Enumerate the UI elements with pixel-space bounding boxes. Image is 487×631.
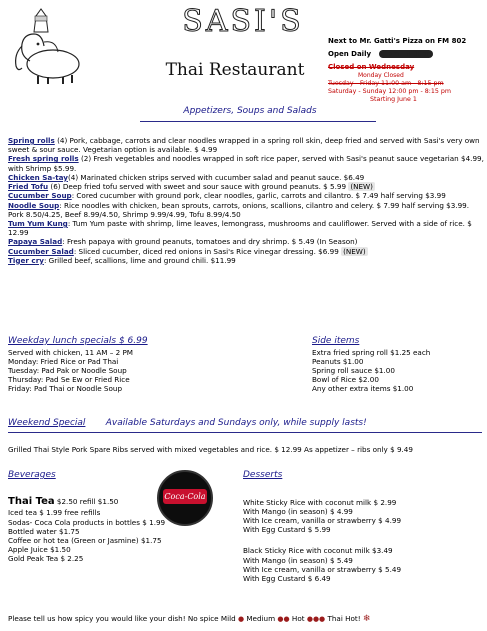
list-item: Friday: Pad Thai or Noodle Soup — [8, 384, 123, 394]
menu-item: Chicken Sa-tay(4) Marinated chicken strips served with cucumber salad and peanut sauce. $6.49 — [8, 172, 365, 182]
flame-icon: ❄ — [362, 614, 371, 624]
location-note: Next to Mr. Gatti's Pizza on FM 802 — [328, 37, 467, 45]
new-badge: (NEW) — [350, 182, 373, 192]
starting-date: Starting June 1 — [370, 95, 417, 103]
scribbled-hours: 11am - 8:30pm — [379, 49, 434, 58]
chili-icon: ● — [237, 615, 245, 623]
list-item: Peanuts $1.00 — [312, 356, 364, 366]
chili-icon: ●● — [277, 615, 290, 623]
weekday-hours-old: Tuesday - Friday 11:00 am - 8:15 pm — [328, 79, 444, 87]
weekend-special — [8, 418, 484, 454]
list-item: With Mango (in season) $ 4.99 — [243, 506, 353, 516]
side-items — [312, 336, 482, 394]
coca-cola-label: Coca-Cola — [163, 489, 207, 504]
menu-item: Noodle Soup: Rice noodles with chicken, bean sprouts, carrots, onions, scallions, cilantro and celery. $ 7.99 half serving $3.99. Pork 8.50/4.25, Beef 8.99/4.50, Shrimp 9.99/4.99, Tofu 8.99/4.50 — [8, 200, 470, 219]
list-item: Coffee or hot tea (Green or Jasmine) $1.75 — [8, 535, 162, 545]
lunch-specials — [8, 336, 268, 394]
spice-note: Please tell us how spicy you would like your dish! No spice Mild — [8, 614, 236, 623]
lunch-heading: Weekday lunch specials $ 6.99 — [8, 336, 148, 346]
restaurant-subtitle: Thai Restaurant — [165, 60, 305, 80]
open-daily-label: Open Daily — [328, 49, 372, 58]
list-item: Apple Juice $1.50 — [8, 545, 71, 555]
list-item: With Egg Custard $ 5.99 — [243, 525, 331, 535]
list-item: Thursday: Pad Se Ew or Fried Rice — [8, 375, 130, 385]
menu-item: Cucumber Salad: Sliced cucumber, diced red onions in Sasi's Rice vinegar dressing. $6.99 (NEW) — [8, 246, 366, 256]
menu-item: Fried Tofu (6) Deep fried tofu served with sweet and sour sauce with ground peanuts. $ 5.99 (NEW) — [8, 182, 373, 192]
desserts-heading: Desserts — [243, 470, 283, 480]
list-item: Sodas- Coca Cola products in bottles $ 1.99 — [8, 517, 166, 527]
list-item: Black Sticky Rice with coconut milk $3.49 — [243, 546, 393, 556]
list-item: Spring roll sauce $1.00 — [312, 365, 395, 375]
coca-cola-logo — [157, 470, 213, 526]
weekend-item: Grilled Thai Style Pork Spare Ribs served with mixed vegetables and rice. $ 12.99 As appetizer – ribs only $ 9.49 — [8, 444, 413, 454]
menu-item: Cucumber Soup: Cored cucumber with ground pork, clear noodles, garlic, carrots and cilantro. $ 7.49 half serving $3.99 — [8, 191, 446, 201]
weekend-note: Available Saturdays and Sundays only, while supply lasts! — [105, 418, 367, 428]
spice-hot: Hot — [291, 614, 305, 623]
elephant-logo — [8, 6, 90, 86]
monday-closed-note: Monday Closed — [358, 71, 404, 79]
menu-item: Tum Yum Kung: Tum Yum paste with shrimp, lime leaves, lemongrass, mushrooms and cauliflower. Served with a side of rice. $ 12.99 — [8, 218, 472, 238]
appetizers-heading: Appetizers, Soups and Salads — [183, 106, 317, 116]
closed-wednesday-note: Closed on Wednesday — [328, 62, 415, 71]
list-item: Iced tea $ 1.99 free refills — [8, 508, 101, 518]
menu-item: Tiger cry: Grilled beef, scallions, lime and ground chili. $11.99 — [8, 255, 236, 265]
side-heading: Side items — [312, 336, 360, 346]
chili-icon: ●●● — [306, 615, 326, 623]
menu-item: Spring rolls (4) Pork, cabbage, carrots and clear noodles wrapped in a spring roll skin, deep fried and served with Sasi's very own sweet & sour sauce. Vegetarian option is available. $ 4.99 — [8, 136, 480, 155]
list-item: With Mango (in season) $ 5.49 — [243, 555, 353, 565]
thai-tea-name: Thai Tea — [8, 495, 55, 507]
menu-item: Papaya Salad: Fresh papaya with ground peanuts, tomatoes and dry shrimp. $ 5.49 (In Season) — [8, 237, 358, 247]
desserts-section — [243, 470, 483, 583]
appetizers-divider — [140, 121, 376, 122]
weekend-hours: Saturday - Sunday 12:00 pm - 8:15 pm — [328, 87, 452, 95]
weekend-heading: Weekend Special — [8, 418, 86, 428]
menu-item: Fresh spring rolls (2) Fresh vegetables and noodles wrapped in soft rice paper, served with Sasi's peanut sauce vegetarian $4.99, with Shrimp $5.99. — [8, 154, 484, 173]
list-item: Bottled water $1.75 — [8, 526, 80, 536]
list-item: Tuesday: Pad Pak or Noodle Soup — [8, 365, 127, 375]
list-item: Monday: Fried Rice or Pad Thai — [8, 356, 119, 366]
appetizer-list — [8, 136, 484, 265]
hours-block — [328, 37, 483, 104]
list-item: White Sticky Rice with coconut milk $ 2.99 — [243, 497, 397, 507]
spice-medium: Medium — [246, 614, 276, 623]
list-item: With Egg Custard $ 6.49 — [243, 574, 331, 584]
restaurant-name: SASI'S — [182, 4, 304, 39]
spice-scale — [8, 614, 484, 626]
beverages-heading: Beverages — [8, 470, 56, 480]
list-item: Served with chicken, 11 AM – 2 PM — [8, 347, 134, 357]
list-item: Extra fried spring roll $1.25 each — [312, 347, 431, 357]
spice-thai-hot: Thai Hot! — [327, 614, 361, 623]
list-item: With Ice cream, vanilla or strawberry $ 4.99 — [243, 515, 402, 525]
weekend-divider — [8, 432, 482, 433]
list-item: With Ice cream, vanilla or strawberry $ 5.49 — [243, 564, 402, 574]
new-badge: (NEW) — [343, 246, 366, 256]
thai-tea-price: $2.50 refill $1.50 — [54, 496, 119, 506]
list-item: Any other extra items $1.00 — [312, 384, 414, 394]
list-item: Gold Peak Tea $ 2.25 — [8, 554, 84, 564]
list-item: Bowl of Rice $2.00 — [312, 375, 379, 385]
